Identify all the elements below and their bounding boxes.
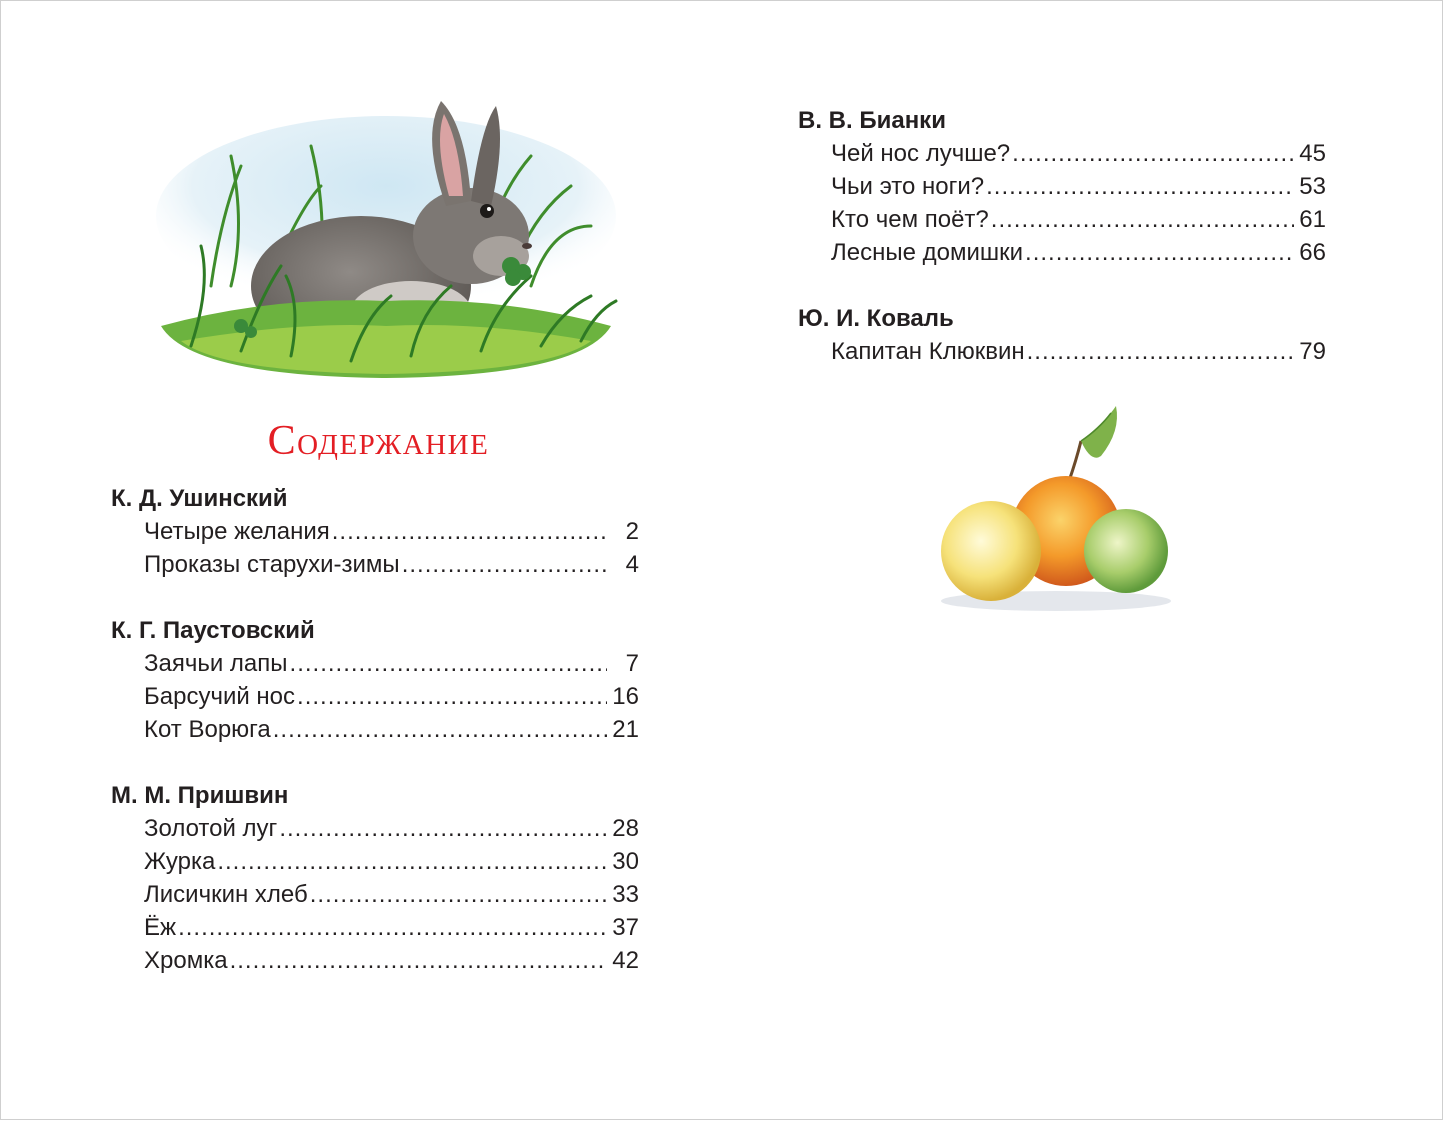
entry-title: Ёж	[144, 914, 177, 941]
dot-leader	[1025, 236, 1294, 269]
toc-section	[798, 104, 1326, 269]
dot-leader	[991, 203, 1294, 236]
dot-leader	[402, 548, 607, 581]
entry-title: Лисичкин хлеб	[144, 881, 308, 908]
toc-entry[interactable]	[111, 845, 639, 878]
entry-title: Золотой луг	[144, 815, 278, 842]
dot-leader	[273, 713, 607, 746]
entry-title: Кот Ворюга	[144, 716, 271, 743]
toc-entry[interactable]	[111, 647, 639, 680]
dot-leader	[279, 812, 607, 845]
dot-leader	[230, 944, 607, 977]
dot-leader	[310, 878, 607, 911]
toc-entry[interactable]	[798, 335, 1326, 368]
entry-page: 21	[612, 716, 639, 743]
toc-column-right	[798, 104, 1326, 401]
author-name: К. Г. Паустовский	[111, 617, 315, 644]
entry-title: Лесные домишки	[831, 239, 1024, 266]
entry-page: 7	[625, 650, 639, 677]
entry-page: 53	[1299, 173, 1326, 200]
toc-entry[interactable]	[798, 170, 1326, 203]
entry-page: 61	[1299, 206, 1326, 233]
dot-leader	[986, 170, 1294, 203]
toc-section	[111, 779, 639, 977]
author-name: К. Д. Ушинский	[111, 485, 288, 512]
entry-title: Журка	[144, 848, 216, 875]
toc-column-left	[111, 482, 639, 1010]
entry-title: Четыре желания	[144, 518, 330, 545]
entry-title: Барсучий нос	[144, 683, 296, 710]
author-name: В. В. Бианки	[798, 107, 946, 134]
entry-page: 4	[625, 551, 639, 578]
toc-entry[interactable]	[111, 944, 639, 977]
entry-page: 2	[625, 518, 639, 545]
toc-entry[interactable]	[798, 236, 1326, 269]
apples-illustration	[931, 401, 1171, 616]
dot-leader	[332, 515, 607, 548]
toc-entry[interactable]	[111, 548, 639, 581]
toc-section	[111, 614, 639, 746]
entry-title: Проказы старухи-зимы	[144, 551, 400, 578]
entry-title: Чей нос лучше?	[831, 140, 1011, 167]
dot-leader	[217, 845, 607, 878]
entry-page: 33	[612, 881, 639, 908]
toc-section	[798, 302, 1326, 368]
toc-entry[interactable]	[111, 878, 639, 911]
entry-page: 16	[612, 683, 639, 710]
author-name: М. М. Пришвин	[111, 782, 289, 809]
entry-page: 42	[612, 947, 639, 974]
entry-title: Чьи это ноги?	[831, 173, 985, 200]
dot-leader	[297, 680, 607, 713]
entry-page: 28	[612, 815, 639, 842]
toc-title: Содержание	[267, 418, 490, 464]
entry-page: 66	[1299, 239, 1326, 266]
toc-entry[interactable]	[798, 137, 1326, 170]
entry-title: Кто чем поёт?	[831, 206, 989, 233]
entry-title: Заячьи лапы	[144, 650, 288, 677]
entry-title: Хромка	[144, 947, 228, 974]
entry-page: 79	[1299, 338, 1326, 365]
dot-leader	[178, 911, 607, 944]
dot-leader	[1027, 335, 1294, 368]
hare-illustration	[151, 96, 621, 386]
toc-entry[interactable]	[111, 515, 639, 548]
entry-title: Капитан Клюквин	[831, 338, 1025, 365]
author-name: Ю. И. Коваль	[798, 305, 954, 332]
entry-page: 45	[1299, 140, 1326, 167]
toc-entry[interactable]	[111, 680, 639, 713]
toc-entry[interactable]	[111, 713, 639, 746]
entry-page: 37	[612, 914, 639, 941]
toc-entry[interactable]	[111, 911, 639, 944]
dot-leader	[290, 647, 607, 680]
toc-section	[111, 482, 639, 581]
toc-entry[interactable]	[111, 812, 639, 845]
dot-leader	[1012, 137, 1294, 170]
entry-page: 30	[612, 848, 639, 875]
toc-entry[interactable]	[798, 203, 1326, 236]
